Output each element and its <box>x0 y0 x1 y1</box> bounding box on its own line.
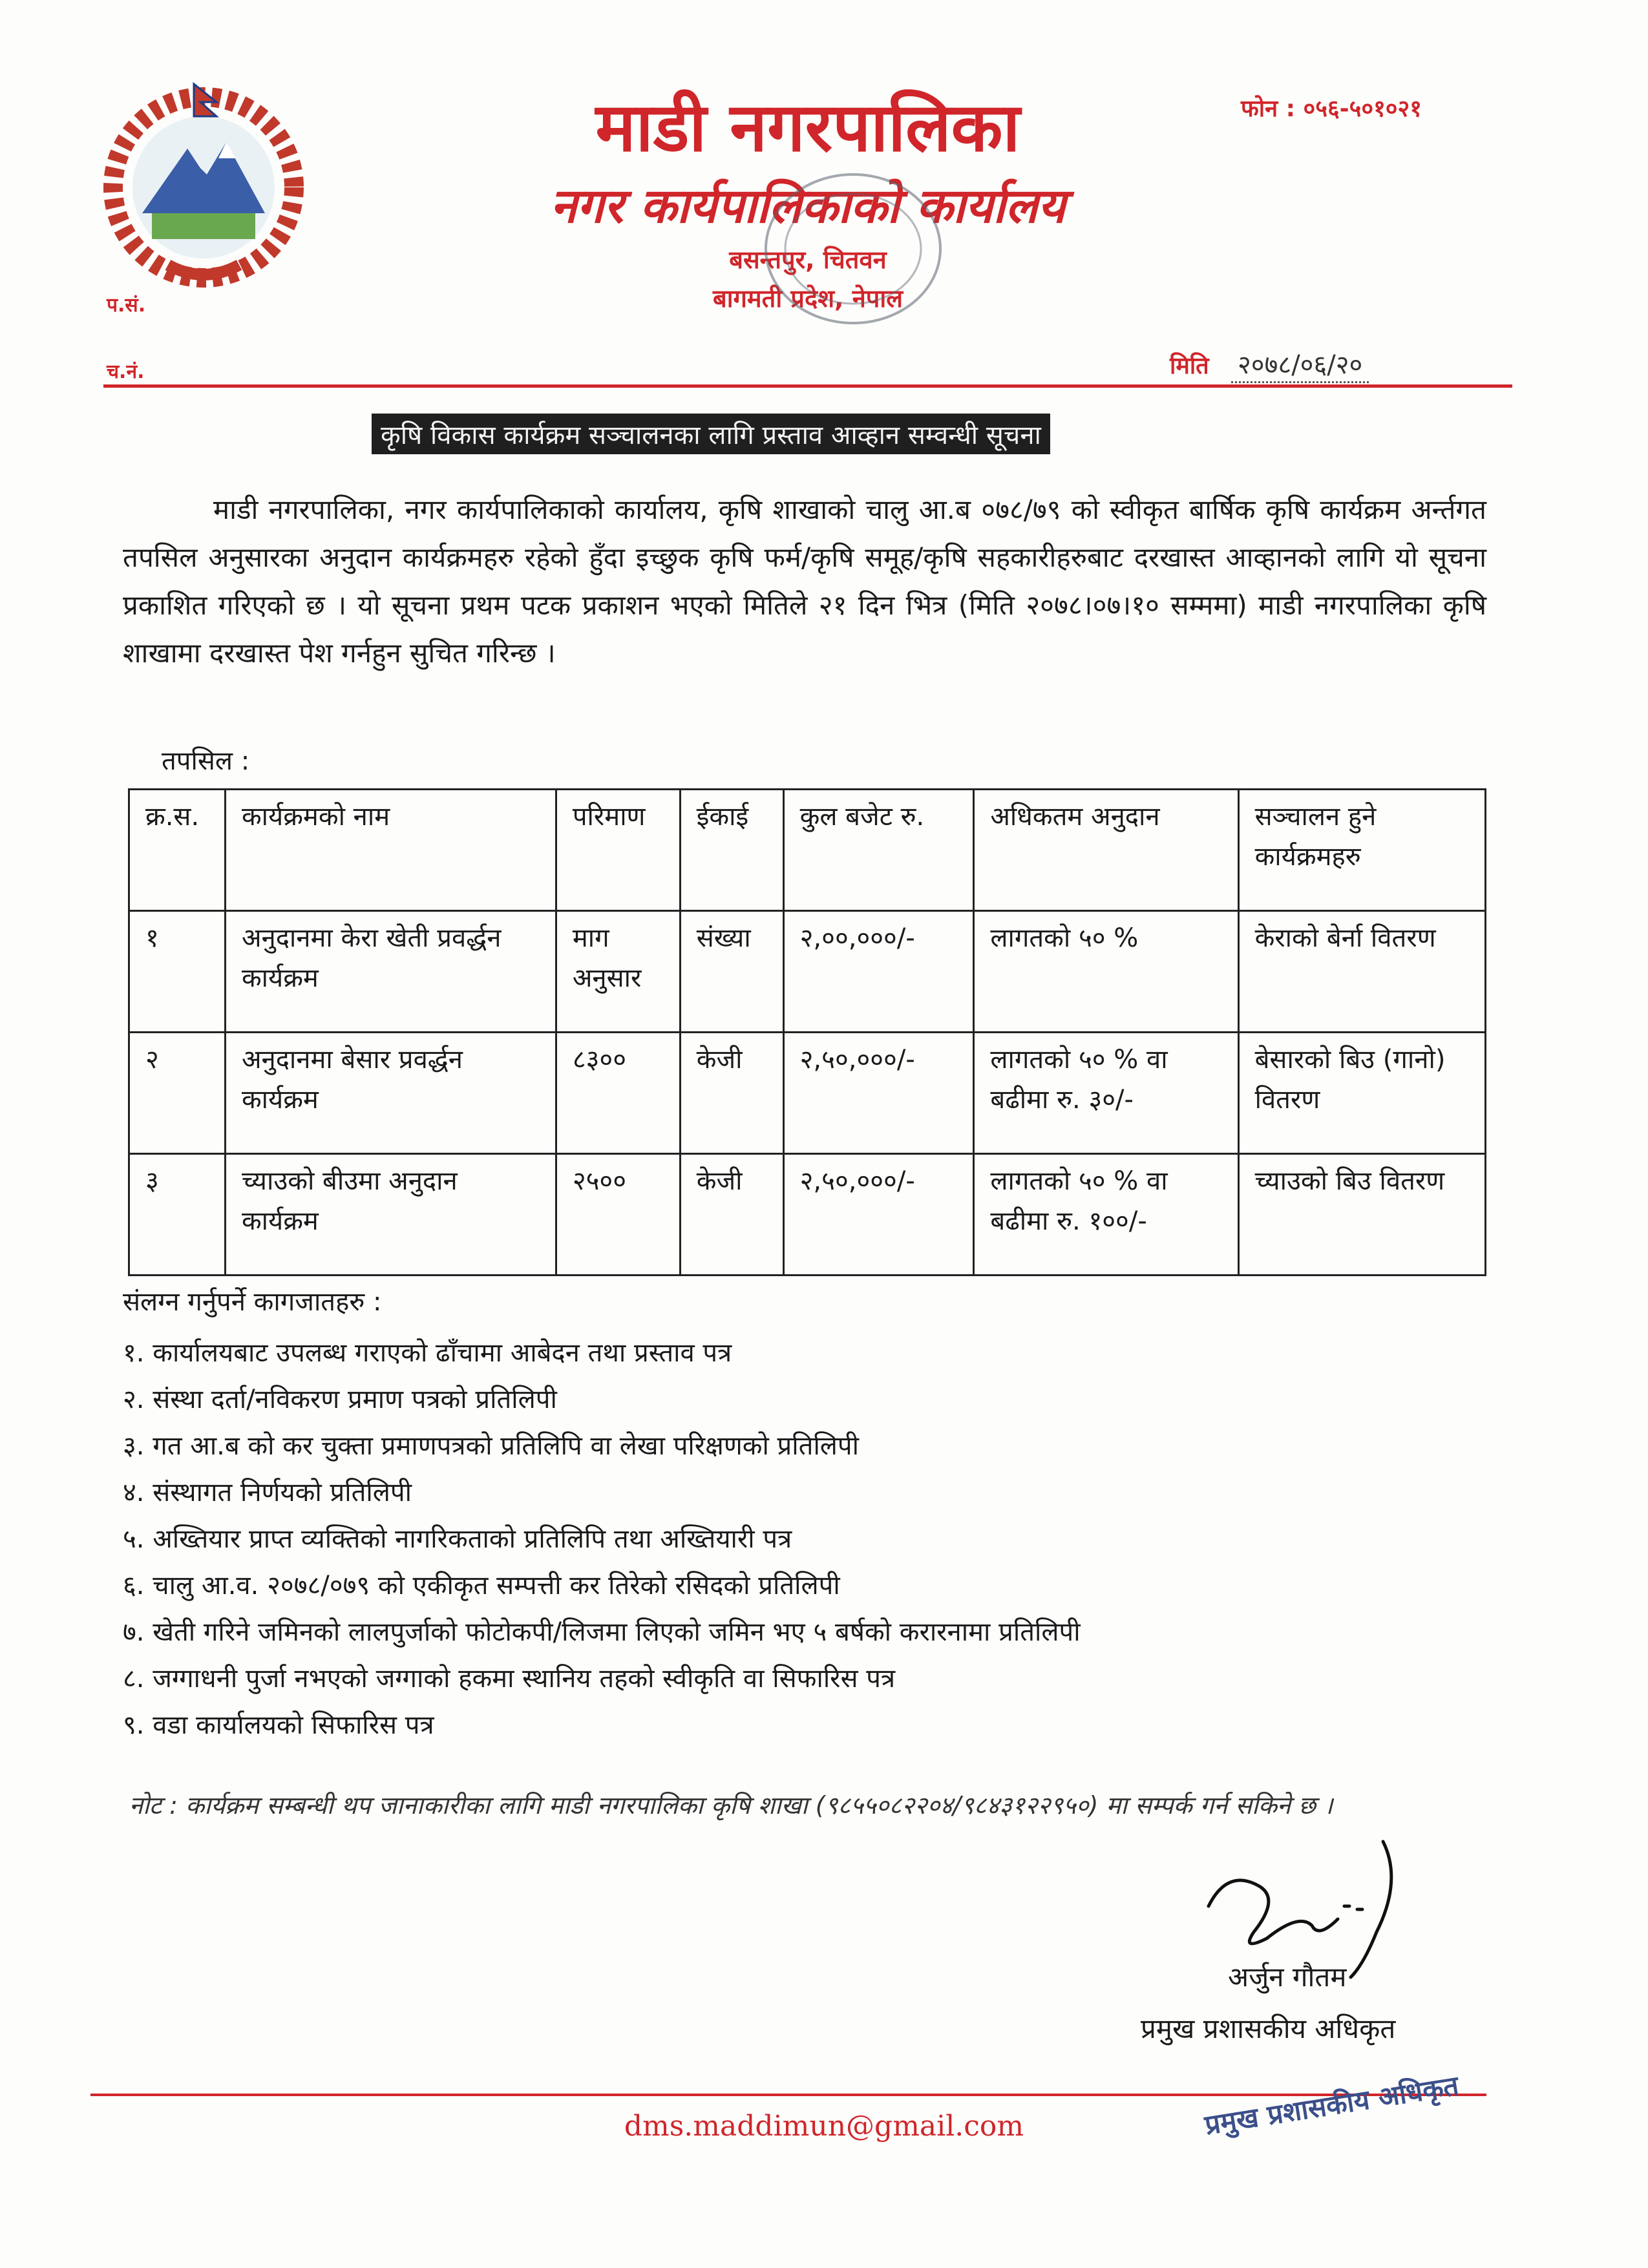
table-cell: केजी <box>680 1033 783 1154</box>
office-title: माडी नगरपालिका <box>595 88 1020 167</box>
tapasil-label: तपसिल : <box>162 746 250 776</box>
table-cell: बेसारको बिउ (गानो) वितरण <box>1238 1033 1485 1154</box>
notice-body-text: माडी नगरपालिका, नगर कार्यपालिकाको कार्यालय, कृषि शाखाको चालु आ.ब ०७८/७९ को स्वीकृत बार्षिक कृषि कार्यक्रम अर्न्तगत तपसिल अनुसारका अनुदान कार्यक्रमहरु रहेको हुँदा इच्छुक कृषि फर्म/कृषि समूह/कृषि सहकारीहरुबाट दरखास्त आव्हानको लागि यो सूचना प्रकाशित गरिएको छ । यो सूचना प्रथम पटक प्रकाशन भएको मितिले २१ दिन भित्र (मिति २०७८।०७।१० सम्ममा) माडी नगरपालिका कृषि शाखामा दरखास्त पेश गर्नहुन सुचित गरिन्छ । <box>123 494 1486 669</box>
date-value: २०७८/०६/२० <box>1231 346 1369 383</box>
cn-label: च.नं. <box>107 361 145 383</box>
documents-list <box>123 1330 1512 1748</box>
table-cell: च्याउको बिउ वितरण <box>1238 1154 1485 1276</box>
table-header-cell: कुल बजेट रु. <box>783 790 974 911</box>
office-seal-icon <box>743 162 950 336</box>
table-cell: माग अनुसार <box>556 911 680 1033</box>
table-row <box>129 1033 1486 1154</box>
table-header-row <box>129 790 1486 911</box>
office-region: बागमती प्रदेश, नेपाल <box>713 284 903 313</box>
list-item: २. संस्था दर्ता/नविकरण प्रमाण पत्रको प्रतिलिपी <box>123 1385 557 1414</box>
table-cell: २५०० <box>556 1154 680 1276</box>
table-cell: संख्या <box>680 911 783 1033</box>
office-phone: फोन : ०५६-५०१०२१ <box>1241 96 1422 122</box>
table-cell: २,५०,०००/- <box>783 1033 974 1154</box>
table-cell: लागतको ५० % वा बढीमा रु. १००/- <box>974 1154 1238 1276</box>
table-cell: १ <box>129 911 226 1033</box>
table-header-cell: सञ्चालन हुने कार्यक्रमहरु <box>1238 790 1485 911</box>
list-item: ७. खेती गरिने जमिनको लालपुर्जाको फोटोकपी/लिजमा लिएको जमिन भए ५ बर्षको करारनामा प्रतिलिपी <box>123 1617 1081 1647</box>
table-cell: लागतको ५० % <box>974 911 1238 1033</box>
table-row <box>129 1154 1486 1276</box>
table-cell: २,००,०००/- <box>783 911 974 1033</box>
table-cell: अनुदानमा बेसार प्रवर्द्धन कार्यक्रम <box>225 1033 556 1154</box>
header-divider <box>103 384 1512 388</box>
table-cell: २ <box>129 1033 226 1154</box>
grant-programs-table <box>128 788 1486 1276</box>
office-subtitle: नगर कार्यपालिकाको कार्यालय <box>550 178 1066 234</box>
table-cell: च्याउको बीउमा अनुदान कार्यक्रम <box>225 1154 556 1276</box>
table-cell: अनुदानमा केरा खेती प्रवर्द्धन कार्यक्रम <box>225 911 556 1033</box>
list-item: ४. संस्थागत निर्णयको प्रतिलिपी <box>123 1478 412 1507</box>
table-cell: ३ <box>129 1154 226 1276</box>
list-item: ५. अख्तियार प्राप्त व्यक्तिको नागरिकताको प्रतिलिपि तथा अख्तियारी पत्र <box>123 1524 792 1554</box>
table-cell: लागतको ५० % वा बढीमा रु. ३०/- <box>974 1033 1238 1154</box>
office-address: बसन्तपुर, चितवन <box>729 246 887 274</box>
contact-note: नोट : कार्यक्रम सम्बन्धी थप जानाकारीका लागि माडी नगरपालिका कृषि शाखा (९८५५०८२२०४/९८४३१२२९५०) मा सम्पर्क गर्न सकिने छ । <box>129 1791 1333 1820</box>
table-cell: केजी <box>680 1154 783 1276</box>
signatory-name: अर्जुन गौतम <box>1228 1961 1347 1993</box>
signatory-title: प्रमुख प्रशासकीय अधिकृत <box>1141 2013 1396 2044</box>
notice-body <box>123 486 1486 677</box>
ps-label: प.सं. <box>107 294 146 317</box>
table-cell: केराको बेर्ना वितरण <box>1238 911 1485 1033</box>
list-item: ६. चालु आ.व. २०७८/०७९ को एकीकृत सम्पत्ती कर तिरेको रसिदको प्रतिलिपी <box>123 1571 840 1601</box>
table-header-cell: क्र.स. <box>129 790 226 911</box>
list-item: ८. जग्गाधनी पुर्जा नभएको जग्गाको हकमा स्थानिय तहको स्वीकृति वा सिफारिस पत्र <box>123 1664 896 1694</box>
designation-stamp: प्रमुख प्रशासकीय अधिकृत <box>1202 2069 1461 2141</box>
table-header-cell: अधिकतम अनुदान <box>974 790 1238 911</box>
date-label: मिति <box>1170 353 1209 379</box>
documents-title: संलग्न गर्नुपर्ने कागजातहरु : <box>123 1287 382 1317</box>
table-header-cell: परिमाण <box>556 790 680 911</box>
table-cell: ८३०० <box>556 1033 680 1154</box>
list-item: ९. वडा कार्यालयको सिफारिस पत्र <box>123 1710 434 1740</box>
list-item: ३. गत आ.ब को कर चुक्ता प्रमाणपत्रको प्रतिलिपि वा लेखा परिक्षणको प्रतिलिपी <box>123 1431 860 1461</box>
table-header-cell: ईकाई <box>680 790 783 911</box>
list-item: १. कार्यालयबाट उपलब्ध गराएको ढाँचामा आबेदन तथा प्रस्ताव पत्र <box>123 1338 732 1368</box>
table-header-cell: कार्यक्रमको नाम <box>225 790 556 911</box>
notice-subject: कृषि विकास कार्यक्रम सञ्चालनका लागि प्रस्ताव आव्हान सम्वन्धी सूचना <box>372 414 1050 454</box>
table-cell: २,५०,०००/- <box>783 1154 974 1276</box>
table-row <box>129 911 1486 1033</box>
office-email: dms.maddimun@gmail.com <box>624 2110 1024 2143</box>
nepal-emblem-icon <box>97 78 310 291</box>
